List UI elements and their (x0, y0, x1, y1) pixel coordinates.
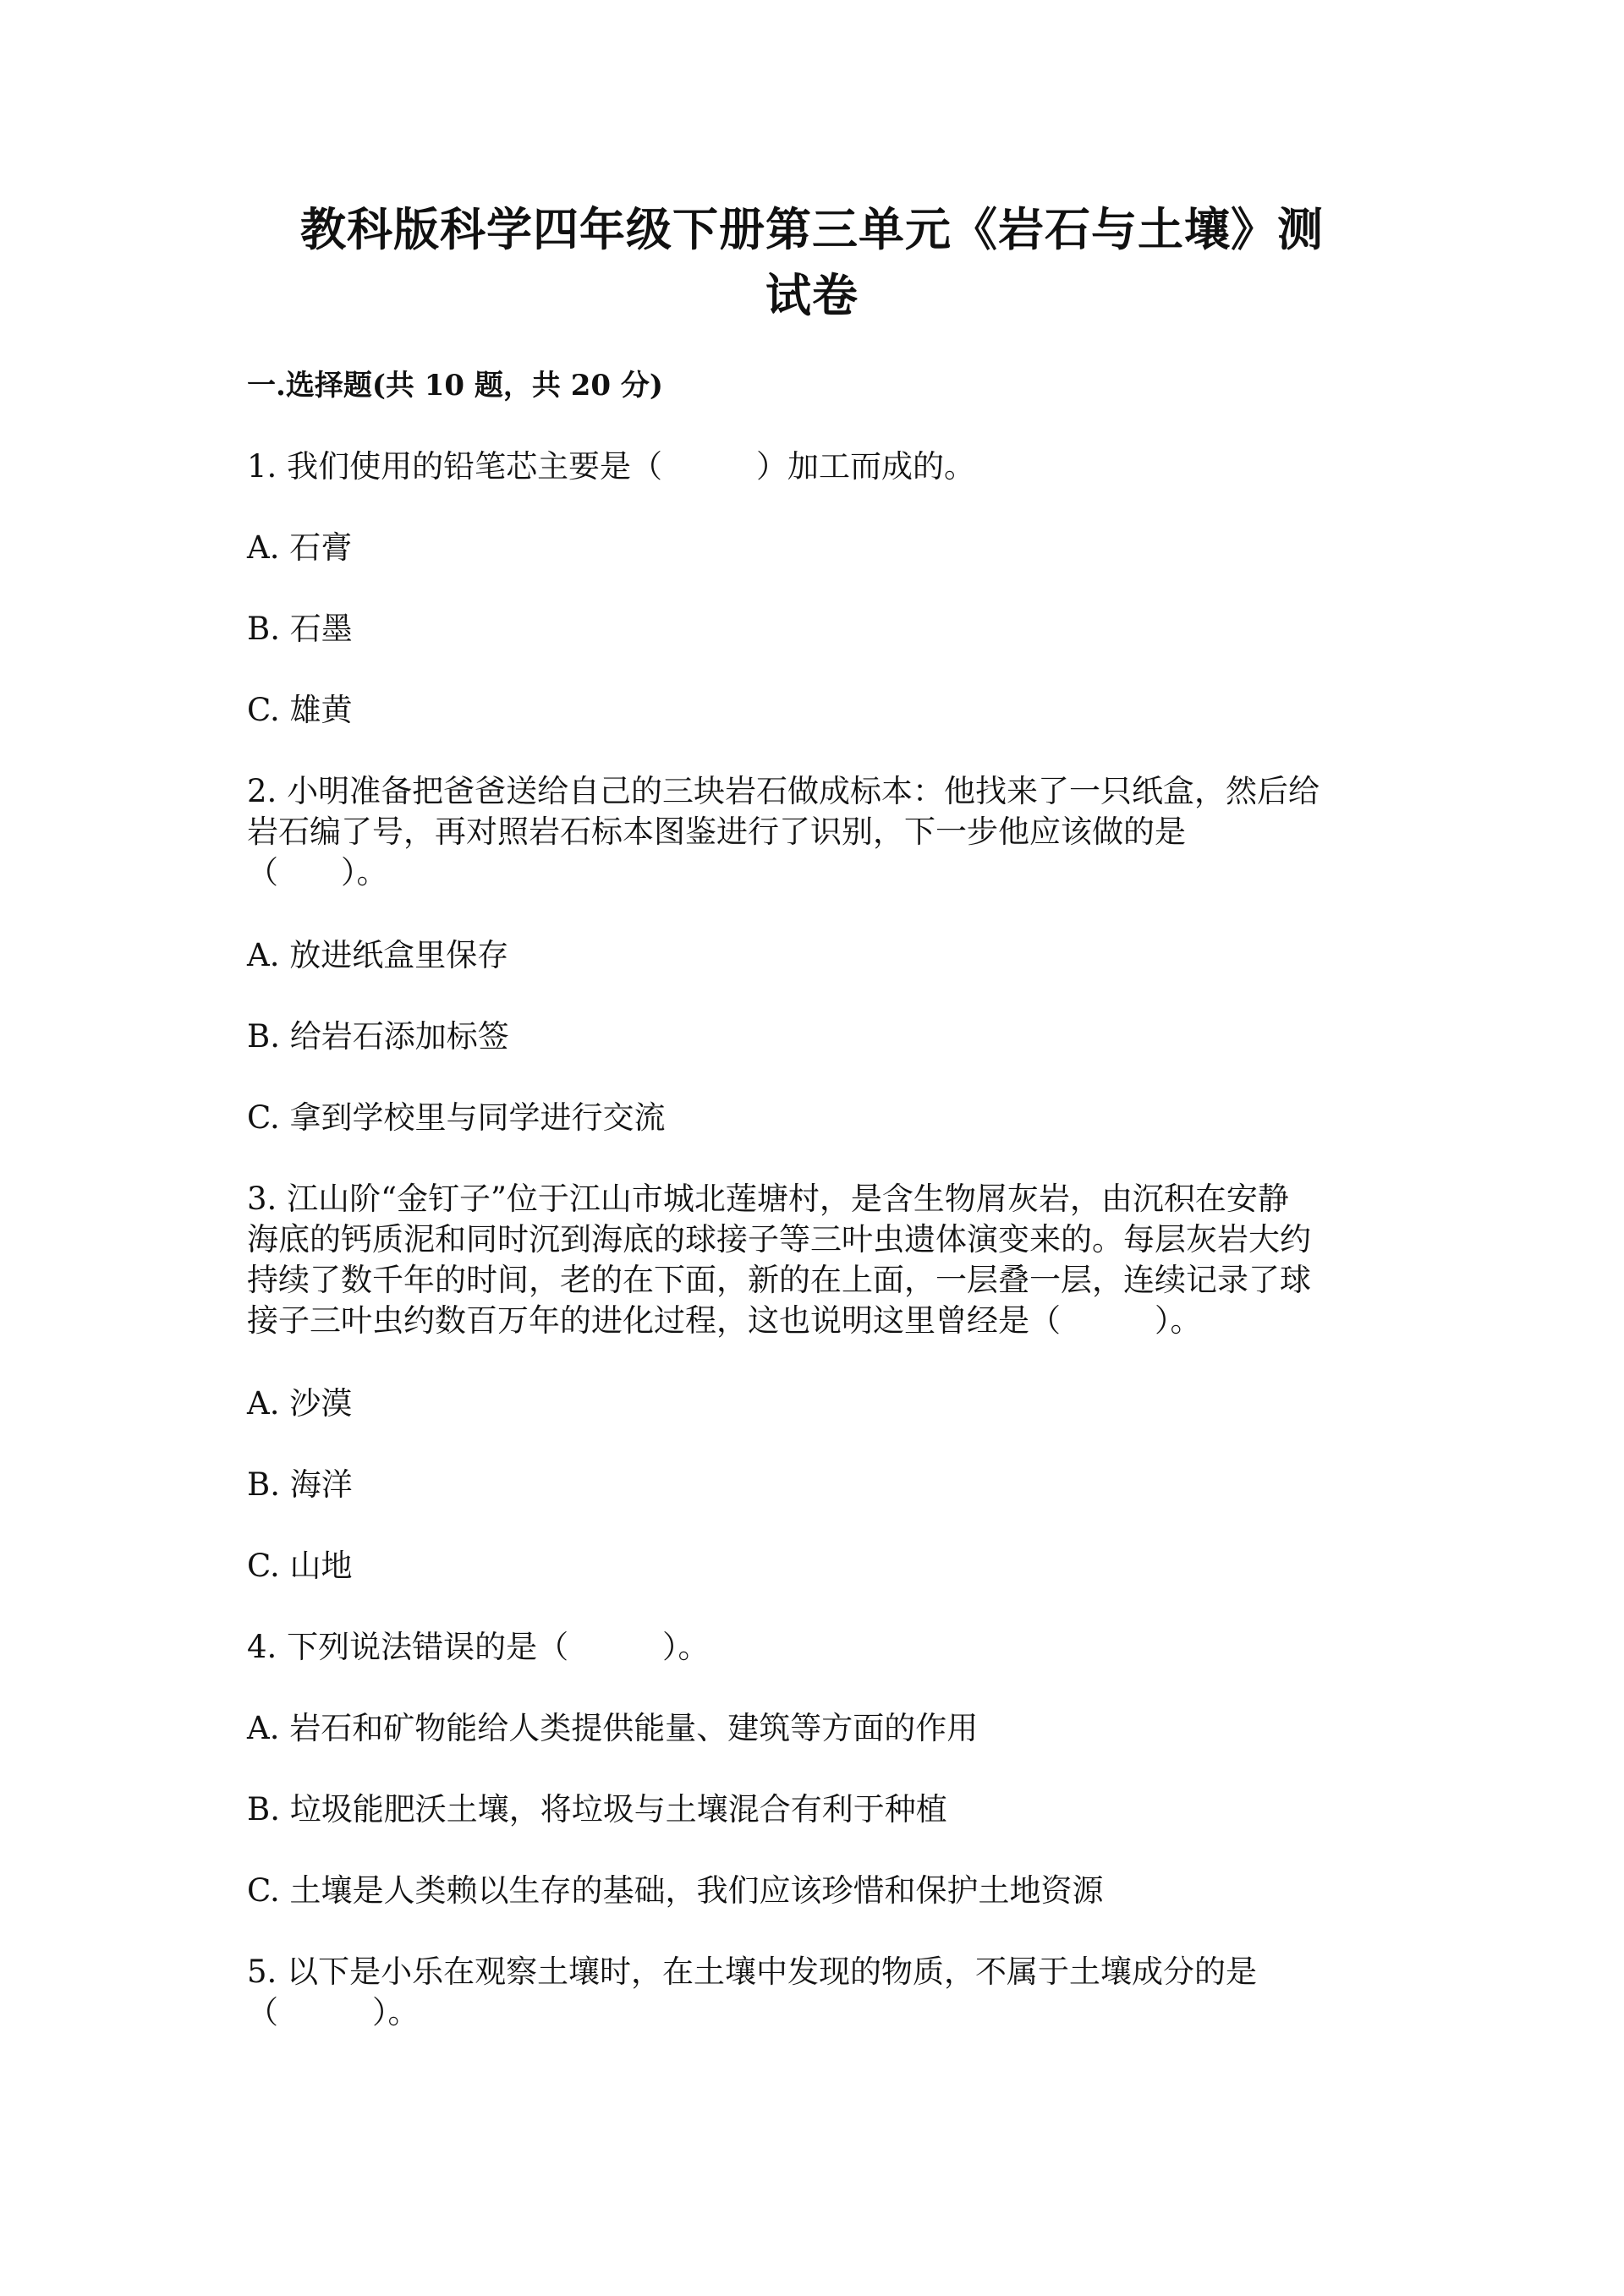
question-2-stem-line-1: 2. 小明准备把爸爸送给自己的三块岩石做成标本：他找来了一只纸盒，然后给 (247, 773, 1320, 809)
question-3-stem-line-4: 接子三叶虫约数百万年的进化过程，这也说明这里曾经是（ ）。 (247, 1302, 1202, 1339)
question-3-option-b: B. 海洋 (247, 1466, 353, 1503)
question-3-stem-line-1: 3. 江山阶“金钉子”位于江山市城北莲塘村，是含生物屑灰岩，由沉积在安静 (247, 1181, 1289, 1217)
question-3-stem-line-2: 海底的钙质泥和同时沉到海底的球接子等三叶虫遗体演变来的。每层灰岩大约 (247, 1221, 1311, 1258)
question-1-stem: 1. 我们使用的铅笔芯主要是（ ）加工而成的。 (247, 448, 976, 485)
section-heading: 一.选择题(共 10 题，共 20 分) (247, 369, 663, 403)
question-2-stem-line-2: 岩石编了号，再对照岩石标本图鉴进行了识别，下一步他应该做的是 (247, 814, 1186, 850)
question-3-option-c: C. 山地 (247, 1548, 353, 1584)
question-2-option-b: B. 给岩石添加标签 (247, 1018, 509, 1055)
question-4-option-a: A. 岩石和矿物能给人类提供能量、建筑等方面的作用 (247, 1710, 979, 1746)
question-2-option-c: C. 拿到学校里与同学进行交流 (247, 1099, 666, 1136)
question-4-option-b: B. 垃圾能肥沃土壤，将垃圾与土壤混合有利于种植 (247, 1791, 947, 1827)
question-1-option-b: B. 石墨 (247, 611, 353, 647)
title-line-1: 教科版科学四年级下册第三单元《岩石与土壤》测 (300, 202, 1324, 256)
question-3-option-a: A. 沙漠 (247, 1385, 353, 1422)
question-1-option-c: C. 雄黄 (247, 692, 353, 728)
question-2-option-a: A. 放进纸盒里保存 (247, 937, 509, 973)
question-5-stem-line-1: 5. 以下是小乐在观察土壤时，在土壤中发现的物质，不属于土壤成分的是 (247, 1954, 1258, 1990)
title-line-2: 试卷 (765, 268, 859, 322)
question-3-stem-line-3: 持续了数千年的时间，老的在下面，新的在上面，一层叠一层，连续记录了球 (247, 1262, 1311, 1298)
question-2-stem-line-3: （ ）。 (247, 854, 388, 890)
question-1-option-a: A. 石膏 (247, 529, 353, 566)
question-4-option-c: C. 土壤是人类赖以生存的基础，我们应该珍惜和保护土地资源 (247, 1872, 1104, 1909)
question-4-stem: 4. 下列说法错误的是（ ）。 (247, 1629, 710, 1665)
document-title (254, 196, 1370, 328)
question-5-stem-line-2: （ ）。 (247, 1994, 420, 2030)
